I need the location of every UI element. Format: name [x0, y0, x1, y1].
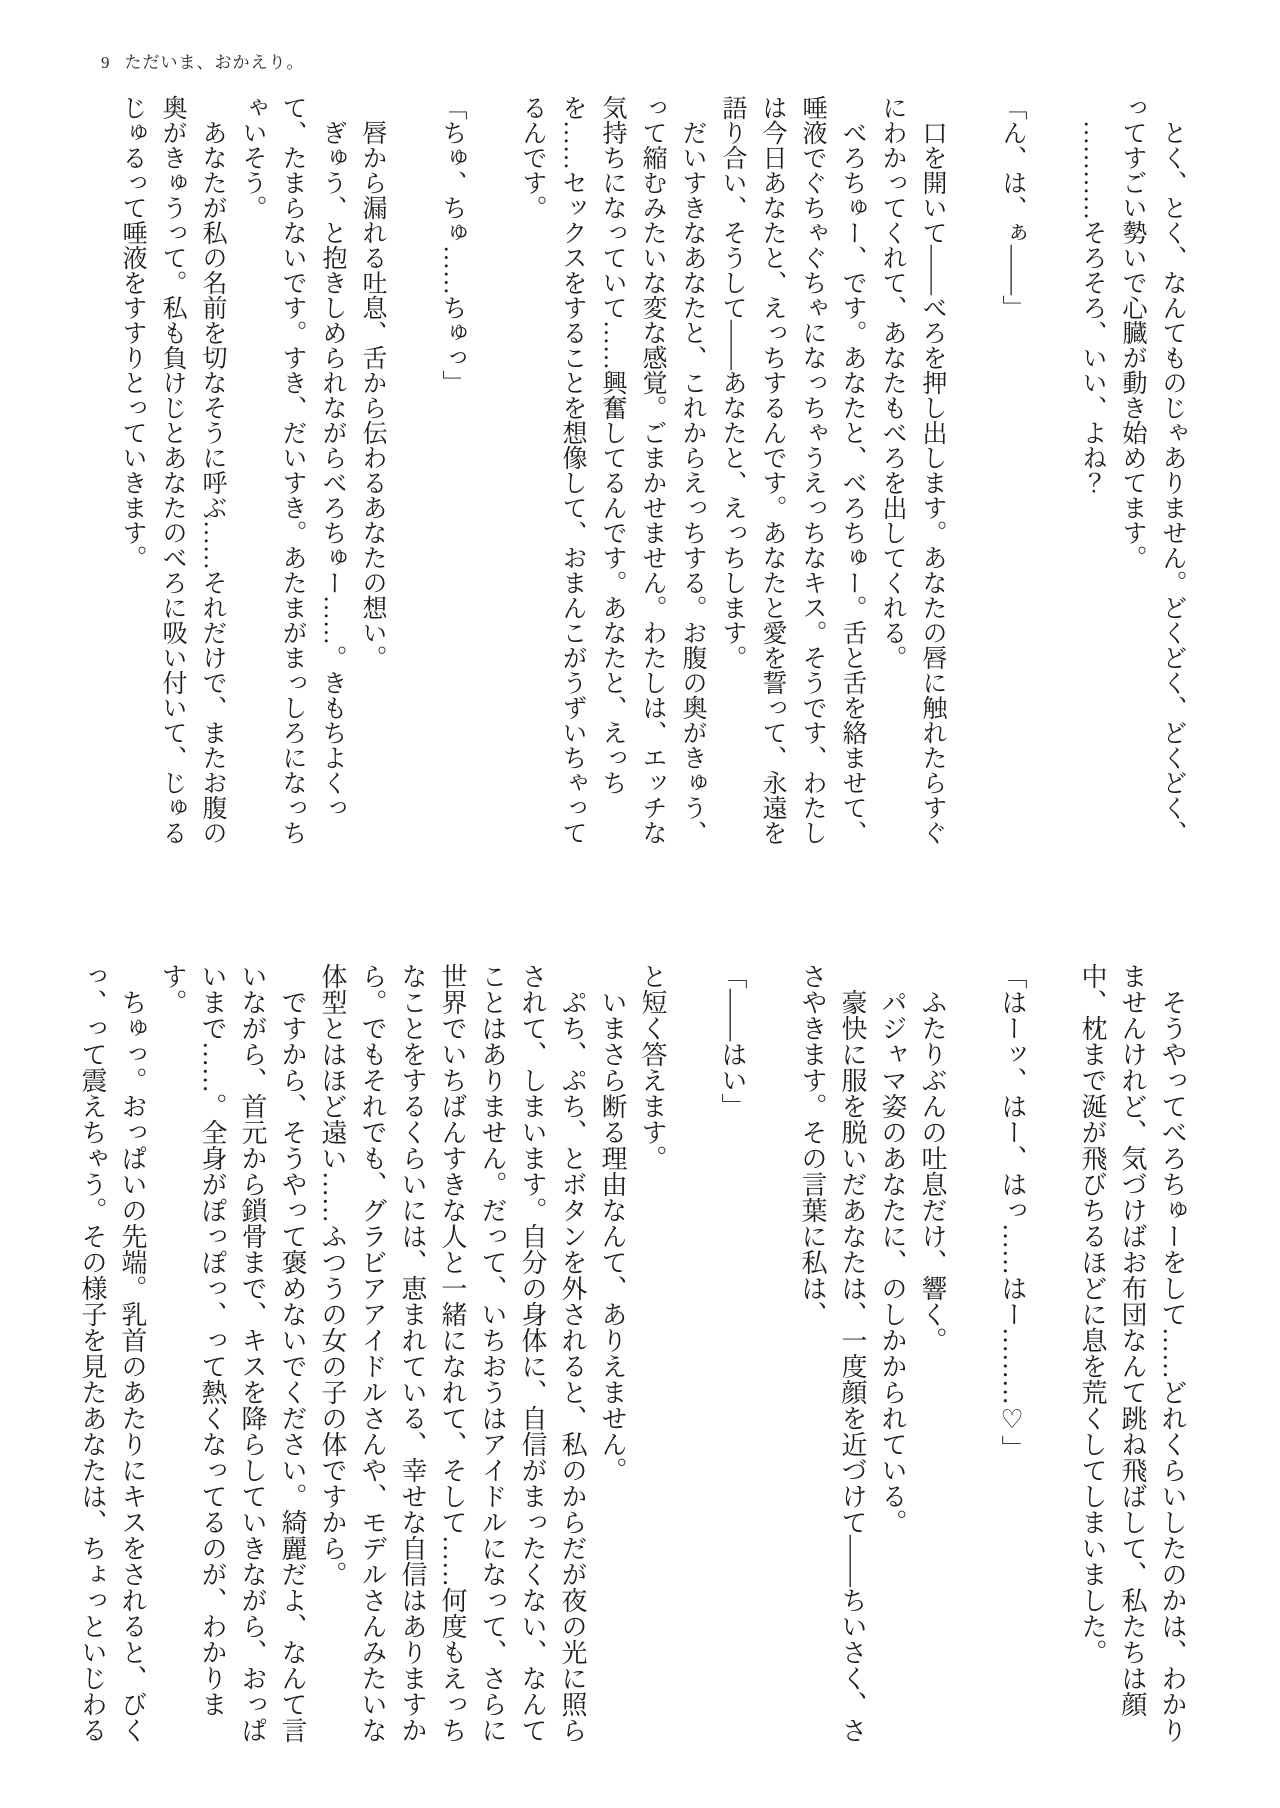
paragraph: ふたりぶんの吐息だけ、響く。 — [918, 989, 947, 1353]
paragraph: 唇から漏れる吐息、舌から伝わるあなたの想い。 — [359, 120, 386, 670]
paragraph: べろちゅー、です。あなたと、べろちゅー。舌と舌を絡ませて、唾液でぐちゃぐちゃになっちゃうえっちなキス。そうです、わたしは今日あなたと、えっちするんです。あなたと愛を誓って、永遠を語り合い、そうして――あなたと、えっちします。 — [719, 95, 866, 845]
paragraph: 口を開いて――べろを押し出します。あなたの唇に触れたらすぐにわかってくれて、あなたもべろを出してくれる。 — [879, 95, 946, 845]
paragraph: パジャマ姿のあなたに、のしかかられている。 — [878, 989, 907, 1535]
paragraph: ぷち、ぷち、とボタンを外されると、私のからだが夜の光に照らされて、しまいます。自分の身体に、自信がまったくない、なんてことはありません。だって、いちおうはアイドルになって、さらに世界でいちばんすきな人と一緒になれて、そして……何度もえっちなことをするくらいには、恵まれている、幸せな自信はありますから。でもそれでも、グラビアアイドルさんや、モデルさんみたいな体型とはほど遠い……ふつうの女の子の体ですから。 — [318, 963, 587, 1743]
paragraph: そうやってべろちゅーをして……どれくらいしたのかは、わかりませんけれど、気づけばお布団なんて跳ね飛ばして、私たちは顔中、枕まで涎が飛びちるほどに息を荒くしてしまいました。 — [1078, 963, 1187, 1743]
dialogue-paragraph: 「ちゅ、ちゅ……ちゅっ」 — [439, 95, 466, 395]
dialogue-paragraph: 「――はい」 — [718, 963, 747, 1119]
paragraph: ですから、そうやって褒めないでください。綺麗だよ、なんて言いながら、首元から鎖骨まで、キスを降らしていきながら、おっぱいまで……。全身がぽっぽっ、って熱くなってるのが、わかります。 — [158, 963, 307, 1743]
dialogue-paragraph: 「ん、は、ぁ――」 — [999, 95, 1026, 320]
paragraph: ちゅっ。おっぱいの先端。乳首のあたりにキスをされると、びくっ、って震えちゃう。その様子を見たあなたは、ちょっといじわる — [78, 963, 147, 1743]
page-title: ただいま、おかえり。 — [124, 53, 305, 72]
paragraph: いまさら断る理由なんて、ありえません。 — [598, 989, 627, 1483]
page-number: 9 — [101, 53, 111, 72]
paragraph: ぎゅう、と抱きしめられながらべろちゅー……。きもちよくって、たまらないです。すき、だいすき。あたまがまっしろになっちゃいそう。 — [239, 95, 346, 845]
paragraph: …………そろそろ、いい、よね？ — [1079, 120, 1106, 495]
paragraph: とく、とく、なんてものじゃありません。どくどく、どくどく、ってすごい勢いで心臓が動き始めてます。 — [1119, 95, 1186, 845]
paragraph: と短く答えます。 — [638, 963, 667, 1171]
running-header — [101, 48, 305, 73]
text-block-upper — [112, 95, 1192, 850]
paragraph: だいすきなあなたと、これからえっちする。お腹の奥がきゅう、って縮むみたいな変な感覚。ごまかせません。わたしは、エッチな気持ちになっていて……興奮してるんです。あなたと、えっちを……セックスをすることを想像して、おまんこがうずいちゃってるんです。 — [519, 95, 706, 845]
text-block-lower — [72, 963, 1192, 1751]
paragraph: 豪快に服を脱いだあなたは、一度顔を近づけて――ちいさく、ささやきます。その言葉に私は、 — [798, 963, 867, 1743]
dialogue-paragraph: 「はーッ、はー、はっ……はー………♡」 — [998, 963, 1027, 1461]
paragraph: あなたが私の名前を切なそうに呼ぶ……それだけで、またお腹の奥がきゅうって。私も負けじとあなたのべろに吸い付いて、じゅるじゅるって唾液をすすりとっていきます。 — [119, 95, 226, 845]
